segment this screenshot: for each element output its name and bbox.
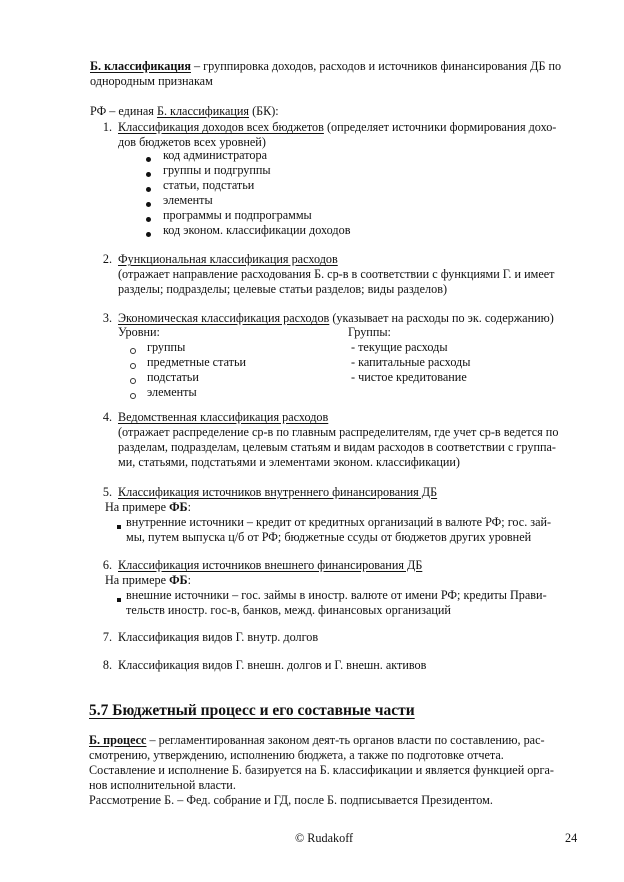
item-title: Функциональная классификация расходов <box>118 252 338 266</box>
groups-label: Группы: <box>348 325 391 339</box>
example-label: На примере ФБ: <box>105 500 191 514</box>
circle-bullet-icon <box>128 343 138 358</box>
section-heading: 5.7 Бюджетный процесс и его составные части <box>89 702 415 719</box>
list-item: код администратора <box>163 148 268 162</box>
item-title: Классификация видов Г. внешн. долгов и Г. внешн. активов <box>118 658 427 672</box>
section-paragraph-2: Составление и исполнение Б. базируется на Б. классификации и является функцией орга- <box>89 763 554 777</box>
section-definition: Б. процесс – регламентированная законом деят-ть органов власти по составлению, рас- <box>89 733 545 747</box>
intro-definition: Б. классификация – группировка доходов, расходов и источников финансирования ДБ по <box>90 59 562 73</box>
bullet-icon <box>143 211 153 226</box>
list-item: код эконом. классификации доходов <box>163 223 351 237</box>
list-item: элементы <box>163 193 213 207</box>
section-term: Б. процесс <box>89 733 147 747</box>
item-title: Классификация источников внешнего финансирования ДБ <box>118 558 423 572</box>
list-item: программы и подпрограммы <box>163 208 312 222</box>
example-label: На примере ФБ: <box>105 573 191 587</box>
square-bullet-icon <box>114 518 124 533</box>
list-item: - текущие расходы <box>351 340 448 354</box>
list-item: - чистое кредитование <box>351 370 467 384</box>
intro-term: Б. классификация <box>90 59 191 73</box>
item-title: Классификация источников внутреннего финансирования ДБ <box>118 485 438 499</box>
item-title: Классификация видов Г. внутр. долгов <box>118 630 319 644</box>
circle-bullet-icon <box>128 373 138 388</box>
list-item: элементы <box>147 385 197 399</box>
list-item: группы и подгруппы <box>163 163 271 177</box>
bullet-icon <box>143 181 153 196</box>
page-number: 24 <box>565 831 578 845</box>
circle-bullet-icon <box>128 388 138 403</box>
document-page: Б. классификация – группировка доходов, расходов и источников финансирования ДБ по однородным признакам РФ – единая Б. классификация (БК): 1. Классификация доходов всех бюджетов (определяет источники формирования дохо- дов бюджетов всех уровней) код администратора группы и подгруппы статьи, подстатьи элементы программы и подпрограммы код эконом. классификации доходов 2. Функциональная классификация расходов (отражает направление расходования Б. ср-в в соответствии с функциями Г. и имеет разделы; подразделы; целевые статьи разделов; виды разделов) 3. Экономическая классификация расходов (указывает на расходы по эк. содержанию) Уровни: Группы: группы предметные статьи подстатьи элементы - текущие расходы - капитальные расходы - чистое кредитование 4. Ведомственная классификация расходов (отражает распределение ср-в по главным распределителям, где учет ср-в ведется по разделам, подразделам, целевым статьям и видам расходов в соответствии с группа- ми, статьями, подстатьями и элементами эконом. классификации) 5. Классификация источников внутреннего финансирования ДБ На примере ФБ: внутренние источники – кредит от кредитных организаций в валюте РФ; гос. зай- мы, путем выпуска ц/б от РФ; бюджетные ссуды от бюджетов других уровней 6. Классификация источников внешнего финансирования ДБ На примере ФБ: внешние источники – гос. займы в иностр. валюте от имени РФ; кредиты Прави- тельств иностр. гос-в, банков, межд. финансовых организаций 7. Классификация видов Г. внутр. долгов 8. Классификация видов Г. внешн. долгов и Г. внешн. активов 5.7 Бюджетный процесс и его составные части Б. процесс – регламентированная законом деят-ть органов власти по составлению, рас- смотрению, утверждению, исполнению бюджета, а также по подготовке отчета. Составление и исполнение Б. базируется на Б. классификации и является функцией орга- нов исполнительной власти. Рассмотрение Б. – Фед. собрание и ГД, после Б. подписывается Президентом. © Rudakoff 24 <box>89 59 578 845</box>
footer-copyright: © Rudakoff <box>295 831 354 845</box>
list-item: группы <box>147 340 186 354</box>
levels-label: Уровни: <box>118 325 160 339</box>
bullet-icon <box>143 226 153 241</box>
list-item: подстатьи <box>147 370 199 384</box>
item-title: Ведомственная классификация расходов <box>118 410 329 424</box>
list-item: статьи, подстатьи <box>163 178 255 192</box>
rf-line: РФ – единая Б. классификация (БК): <box>90 104 279 118</box>
list-item: - капитальные расходы <box>351 355 471 369</box>
bullet-icon <box>143 166 153 181</box>
bullet-icon <box>143 196 153 211</box>
intro-definition-cont: однородным признакам <box>90 74 213 88</box>
item-title: Экономическая классификация расходов <box>118 311 330 325</box>
bullet-icon <box>143 151 153 166</box>
circle-bullet-icon <box>128 358 138 373</box>
list-item: предметные статьи <box>147 355 247 369</box>
item-title: Классификация доходов всех бюджетов <box>118 120 324 134</box>
square-bullet-icon <box>114 591 124 606</box>
section-paragraph-3: Рассмотрение Б. – Фед. собрание и ГД, после Б. подписывается Президентом. <box>89 793 493 807</box>
